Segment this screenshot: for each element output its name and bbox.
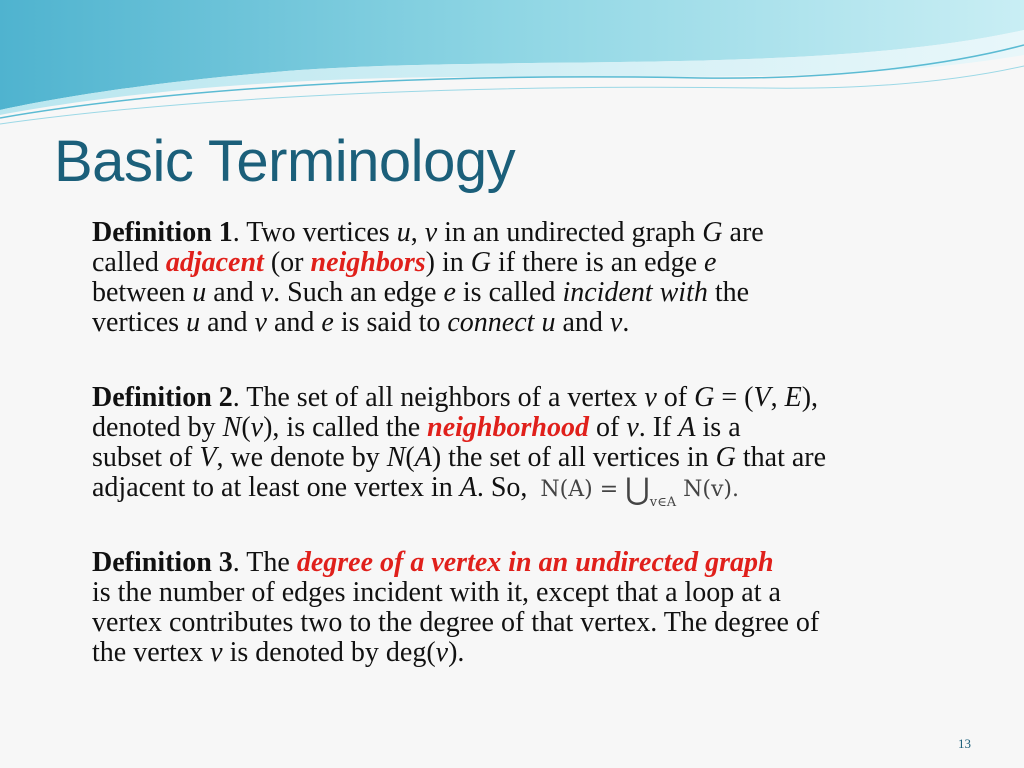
definition-2-line-2: denoted by N(v), is called the neighborhood of v. If A is a <box>92 412 741 443</box>
header-wave-decoration <box>0 0 1024 130</box>
slide-title: Basic Terminology <box>54 129 516 194</box>
neighborhood-formula: $N(A) = ⋃_{v\in A}$ N(v). <box>540 472 739 510</box>
definition-1 <box>92 218 972 338</box>
definition-1-line-1: Definition 1. Two vertices u, v in an undirected graph G are <box>92 217 764 248</box>
page-number: 13 <box>958 736 971 751</box>
definition-2-line-4: adjacent to at least one vertex in A. So, $N(A) = ⋃_{v\in A}$ N(v). <box>92 473 972 518</box>
definition-2-label: Definition 2 <box>92 382 233 413</box>
term-neighbors: neighbors <box>310 247 426 278</box>
definition-1-line-3: between u and v. Such an edge e is called incident with the <box>92 277 750 308</box>
definition-1-line-2: called adjacent (or neighbors) in G if there is an edge e <box>92 247 717 278</box>
definition-2-line-1: Definition 2. The set of all neighbors of a vertex v of G = (V, E), <box>92 382 819 413</box>
big-union-symbol: ⋃ <box>625 472 650 507</box>
definition-1-line-4: vertices u and v and e is said to connect u and v. <box>92 307 630 338</box>
definition-3-line-4: the vertex v is denoted by deg(v). <box>92 637 465 668</box>
definition-3 <box>92 548 972 668</box>
term-connect: connect <box>447 307 535 338</box>
definition-2 <box>92 383 972 518</box>
definition-3-line-3: vertex contributes two to the degree of that vertex. The degree of <box>92 607 820 638</box>
definition-3-line-2: is the number of edges incident with it, except that a loop at a <box>92 577 781 608</box>
term-incident-with: incident with <box>562 277 708 308</box>
definition-3-line-1: Definition 3. The degree of a vertex in an undirected graph <box>92 547 774 578</box>
term-neighborhood: neighborhood <box>427 412 589 443</box>
term-adjacent: adjacent <box>165 247 264 278</box>
definition-1-label: Definition 1 <box>92 217 233 248</box>
definition-3-label: Definition 3 <box>92 547 233 578</box>
definition-2-line-3: subset of V, we denote by N(A) the set of all vertices in G that are <box>92 442 827 473</box>
term-degree-of-a-vertex: degree of a vertex in an undirected graph <box>296 547 774 578</box>
